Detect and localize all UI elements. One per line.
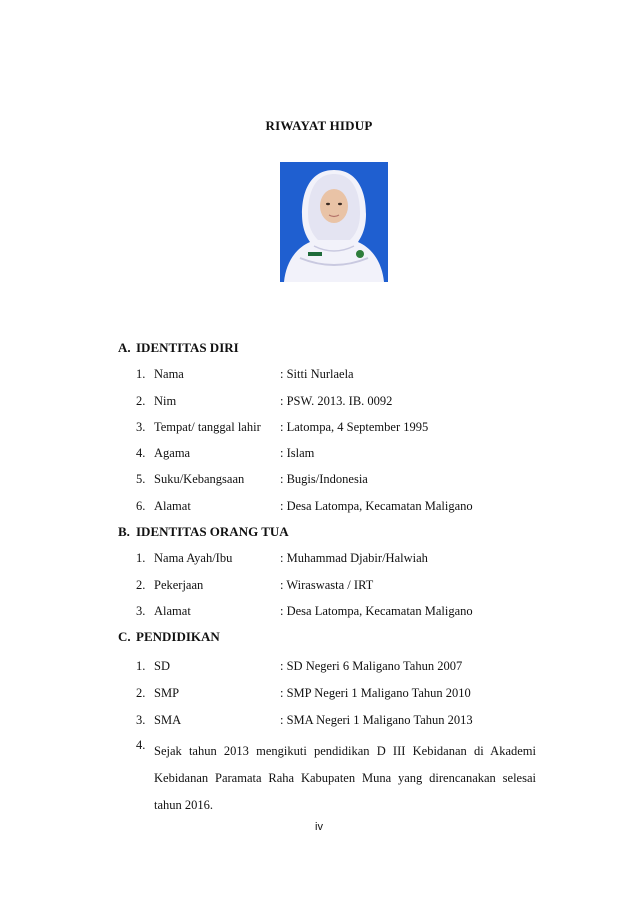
row-label: Suku/Kebangsaan bbox=[154, 472, 245, 486]
row-number: 4. bbox=[136, 446, 146, 460]
row-label: Alamat bbox=[154, 604, 191, 618]
info-row-smp bbox=[136, 686, 471, 701]
section-letter: C. bbox=[118, 629, 131, 644]
row-value: : Bugis/Indonesia bbox=[280, 472, 368, 486]
row-number: 3. bbox=[136, 713, 146, 727]
info-row-nama bbox=[136, 367, 354, 382]
section-heading-pendidikan bbox=[118, 629, 220, 645]
row-number: 6. bbox=[136, 499, 146, 513]
section-letter: B. bbox=[118, 524, 130, 539]
section-letter: A. bbox=[118, 340, 131, 355]
row-value: : PSW. 2013. IB. 0092 bbox=[280, 394, 393, 408]
page-number: iv bbox=[315, 821, 323, 833]
info-row-sma bbox=[136, 713, 473, 728]
row-number: 3. bbox=[136, 604, 146, 618]
row-number: 3. bbox=[136, 420, 146, 434]
row-label: Nama bbox=[154, 367, 184, 381]
section-heading-identitas-orang-tua bbox=[118, 524, 289, 540]
row-label: Agama bbox=[154, 446, 191, 460]
info-row-sd bbox=[136, 659, 462, 674]
row-value: : Desa Latompa, Kecamatan Maligano bbox=[280, 604, 473, 618]
row-value: : Desa Latompa, Kecamatan Maligano bbox=[280, 499, 473, 513]
section-title: IDENTITAS ORANG TUA bbox=[136, 524, 289, 539]
row-label: Nim bbox=[154, 394, 177, 408]
row-number: 4. bbox=[136, 738, 146, 752]
section-heading-identitas-diri bbox=[118, 340, 239, 356]
row-number: 5. bbox=[136, 472, 146, 486]
info-row-pekerjaan bbox=[136, 578, 373, 593]
document-title: RIWAYAT HIDUP bbox=[265, 118, 373, 133]
row-number: 1. bbox=[136, 551, 146, 565]
row-value: : Muhammad Djabir/Halwiah bbox=[280, 551, 428, 565]
row-label: SMP bbox=[154, 686, 180, 700]
info-row-parents bbox=[136, 551, 428, 566]
row-value: : SD Negeri 6 Maligano Tahun 2007 bbox=[280, 659, 463, 673]
row-value: : Wiraswasta / IRT bbox=[280, 578, 374, 592]
row-label: Pekerjaan bbox=[154, 578, 204, 592]
row-value: : Islam bbox=[280, 446, 315, 460]
row-number: 1. bbox=[136, 367, 146, 381]
info-row-birth bbox=[136, 420, 428, 435]
row-label: Alamat bbox=[154, 499, 191, 513]
row-label: Nama Ayah/Ibu bbox=[154, 551, 233, 565]
info-row-alamat bbox=[136, 499, 473, 514]
profile-photo bbox=[280, 162, 388, 282]
info-row-nim bbox=[136, 394, 392, 409]
row-value: : SMP Negeri 1 Maligano Tahun 2010 bbox=[280, 686, 471, 700]
info-row-agama bbox=[136, 446, 314, 461]
section-title: IDENTITAS DIRI bbox=[136, 340, 239, 355]
row-number: 1. bbox=[136, 659, 146, 673]
row-value: : SMA Negeri 1 Maligano Tahun 2013 bbox=[280, 713, 473, 727]
row-value: : Latompa, 4 September 1995 bbox=[280, 420, 429, 434]
row-number: 2. bbox=[136, 578, 146, 592]
info-row-parent-alamat bbox=[136, 604, 473, 619]
row-number: 2. bbox=[136, 686, 146, 700]
row-number: 2. bbox=[136, 394, 146, 408]
row-label: SD bbox=[154, 659, 170, 673]
education-paragraph bbox=[136, 738, 536, 819]
section-title: PENDIDIKAN bbox=[136, 629, 220, 644]
row-value: : Sitti Nurlaela bbox=[280, 367, 354, 381]
info-row-suku bbox=[136, 472, 368, 487]
paragraph-text: Sejak tahun 2013 mengikuti pendidikan D III Kebidanan di Akademi Kebidanan Paramata Raha Kabupaten Muna yang direncanakan selesai tahun 2016. bbox=[154, 744, 536, 812]
portrait-image bbox=[280, 162, 388, 282]
row-label: Tempat/ tanggal lahir bbox=[154, 420, 261, 434]
row-label: SMA bbox=[154, 713, 182, 727]
